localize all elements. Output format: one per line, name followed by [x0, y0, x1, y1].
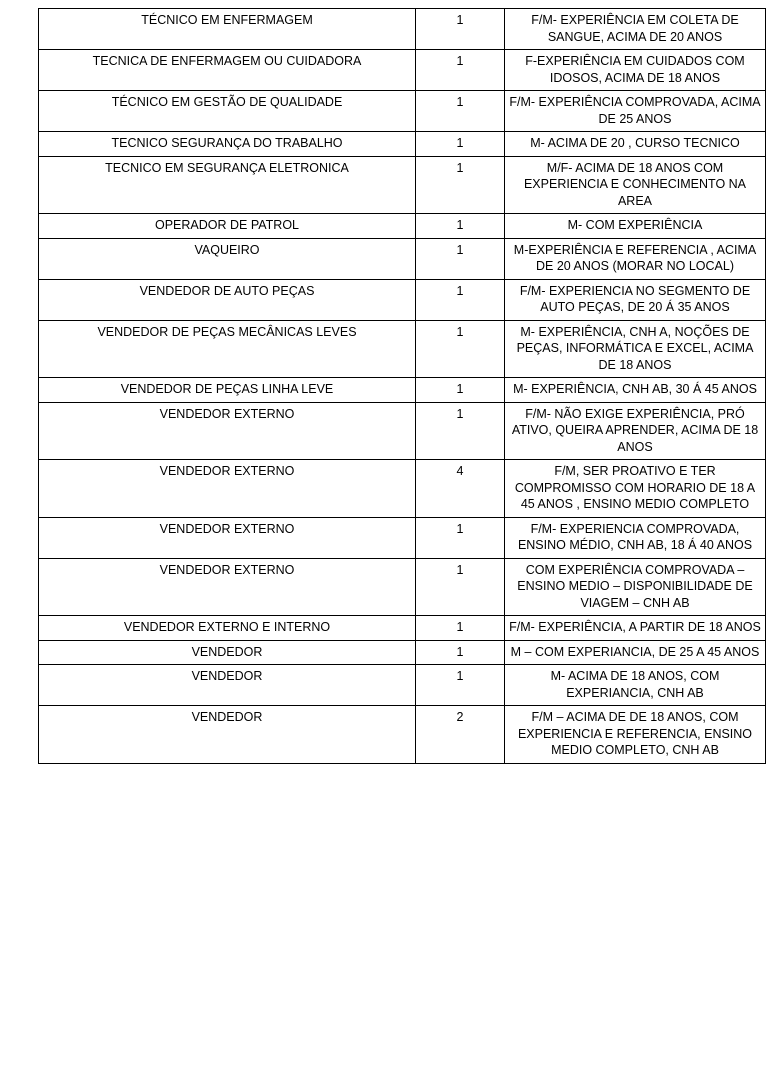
requirements-cell: M- EXPERIÊNCIA, CNH AB, 30 Á 45 ANOS	[505, 378, 766, 403]
role-cell: VAQUEIRO	[39, 238, 416, 279]
qty-cell: 4	[416, 460, 505, 518]
role-cell: VENDEDOR EXTERNO E INTERNO	[39, 616, 416, 641]
table-row	[39, 214, 766, 239]
table-row	[39, 320, 766, 378]
requirements-cell: F/M, SER PROATIVO E TER COMPROMISSO COM HORARIO DE 18 A 45 ANOS , ENSINO MEDIO COMPLETO	[505, 460, 766, 518]
qty-cell: 2	[416, 706, 505, 764]
role-cell: VENDEDOR	[39, 706, 416, 764]
table-row	[39, 238, 766, 279]
requirements-cell: F/M- EXPERIÊNCIA COMPROVADA, ACIMA DE 25 ANOS	[505, 91, 766, 132]
jobs-table	[38, 8, 766, 764]
table-row	[39, 50, 766, 91]
qty-cell: 1	[416, 517, 505, 558]
table-row	[39, 558, 766, 616]
requirements-cell: M-EXPERIÊNCIA E REFERENCIA , ACIMA DE 20 ANOS (MORAR NO LOCAL)	[505, 238, 766, 279]
qty-cell: 1	[416, 279, 505, 320]
role-cell: VENDEDOR	[39, 665, 416, 706]
table-row	[39, 9, 766, 50]
requirements-cell: M- ACIMA DE 18 ANOS, COM EXPERIANCIA, CNH AB	[505, 665, 766, 706]
table-row	[39, 616, 766, 641]
role-cell: TÉCNICO EM GESTÃO DE QUALIDADE	[39, 91, 416, 132]
qty-cell: 1	[416, 558, 505, 616]
role-cell: VENDEDOR DE PEÇAS LINHA LEVE	[39, 378, 416, 403]
table-row	[39, 706, 766, 764]
role-cell: VENDEDOR	[39, 640, 416, 665]
qty-cell: 1	[416, 402, 505, 460]
requirements-cell: F-EXPERIÊNCIA EM CUIDADOS COM IDOSOS, ACIMA DE 18 ANOS	[505, 50, 766, 91]
requirements-cell: F/M- EXPERIENCIA NO SEGMENTO DE AUTO PEÇAS, DE 20 Á 35 ANOS	[505, 279, 766, 320]
table-row	[39, 665, 766, 706]
table-row	[39, 640, 766, 665]
role-cell: TECNICO EM SEGURANÇA ELETRONICA	[39, 156, 416, 214]
requirements-cell: F/M- EXPERIENCIA COMPROVADA, ENSINO MÉDIO, CNH AB, 18 Á 40 ANOS	[505, 517, 766, 558]
qty-cell: 1	[416, 50, 505, 91]
table-row	[39, 402, 766, 460]
role-cell: OPERADOR DE PATROL	[39, 214, 416, 239]
requirements-cell: M/F- ACIMA DE 18 ANOS COM EXPERIENCIA E CONHECIMENTO NA AREA	[505, 156, 766, 214]
role-cell: VENDEDOR EXTERNO	[39, 558, 416, 616]
qty-cell: 1	[416, 616, 505, 641]
qty-cell: 1	[416, 91, 505, 132]
role-cell: TECNICO SEGURANÇA DO TRABALHO	[39, 132, 416, 157]
requirements-cell: COM EXPERIÊNCIA COMPROVADA – ENSINO MEDIO – DISPONIBILIDADE DE VIAGEM – CNH AB	[505, 558, 766, 616]
table-row	[39, 156, 766, 214]
qty-cell: 1	[416, 132, 505, 157]
requirements-cell: M- EXPERIÊNCIA, CNH A, NOÇÕES DE PEÇAS, INFORMÁTICA E EXCEL, ACIMA DE 18 ANOS	[505, 320, 766, 378]
role-cell: VENDEDOR DE AUTO PEÇAS	[39, 279, 416, 320]
table-row	[39, 132, 766, 157]
table-row	[39, 279, 766, 320]
requirements-cell: F/M – ACIMA DE DE 18 ANOS, COM EXPERIENCIA E REFERENCIA, ENSINO MEDIO COMPLETO, CNH AB	[505, 706, 766, 764]
table-row	[39, 91, 766, 132]
role-cell: TÉCNICO EM ENFERMAGEM	[39, 9, 416, 50]
role-cell: VENDEDOR EXTERNO	[39, 402, 416, 460]
requirements-cell: F/M- EXPERIÊNCIA, A PARTIR DE 18 ANOS	[505, 616, 766, 641]
role-cell: VENDEDOR EXTERNO	[39, 460, 416, 518]
qty-cell: 1	[416, 9, 505, 50]
requirements-cell: M- ACIMA DE 20 , CURSO TECNICO	[505, 132, 766, 157]
role-cell: TECNICA DE ENFERMAGEM OU CUIDADORA	[39, 50, 416, 91]
qty-cell: 1	[416, 238, 505, 279]
qty-cell: 1	[416, 665, 505, 706]
qty-cell: 1	[416, 640, 505, 665]
qty-cell: 1	[416, 320, 505, 378]
role-cell: VENDEDOR DE PEÇAS MECÂNICAS LEVES	[39, 320, 416, 378]
qty-cell: 1	[416, 214, 505, 239]
table-row	[39, 378, 766, 403]
role-cell: VENDEDOR EXTERNO	[39, 517, 416, 558]
requirements-cell: M- COM EXPERIÊNCIA	[505, 214, 766, 239]
table-row	[39, 460, 766, 518]
qty-cell: 1	[416, 378, 505, 403]
table-row	[39, 517, 766, 558]
qty-cell: 1	[416, 156, 505, 214]
requirements-cell: F/M- NÃO EXIGE EXPERIÊNCIA, PRÓ ATIVO, QUEIRA APRENDER, ACIMA DE 18 ANOS	[505, 402, 766, 460]
requirements-cell: M – COM EXPERIANCIA, DE 25 A 45 ANOS	[505, 640, 766, 665]
jobs-table-body	[39, 9, 766, 764]
requirements-cell: F/M- EXPERIÊNCIA EM COLETA DE SANGUE, ACIMA DE 20 ANOS	[505, 9, 766, 50]
